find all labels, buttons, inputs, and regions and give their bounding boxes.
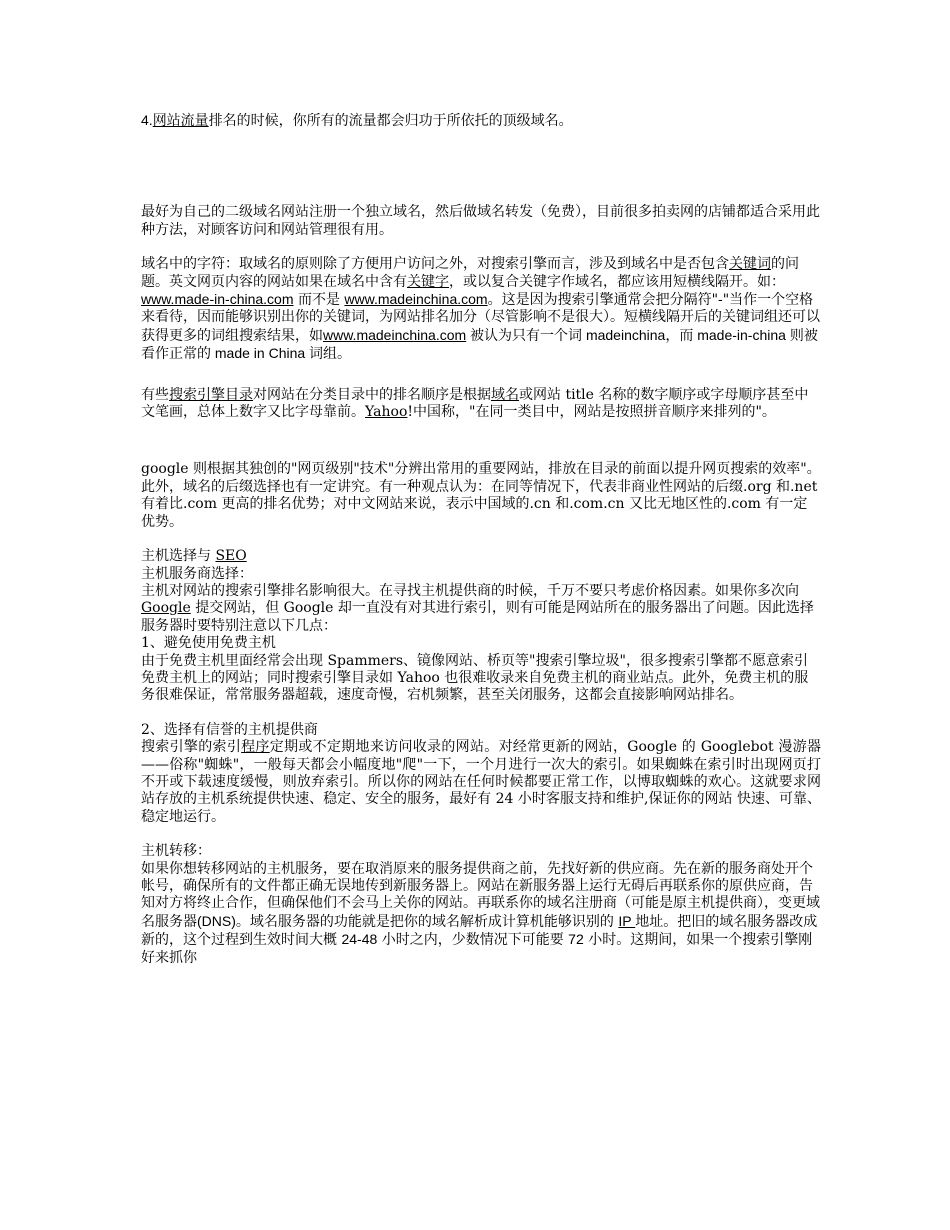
- link-seo[interactable]: SEO: [215, 548, 247, 565]
- paragraph-traffic: [141, 112, 821, 130]
- list-number: 4.: [141, 112, 153, 128]
- paragraph-directory-order: 有些搜索引擎目录对网站在分类目录中的排名顺序是根据域名或网站 title 名称的数字顺序或字母顺序甚至中文笔画，总体上数字又比字母靠前。Yahoo!中国称，"在同一类目中，网站是按照拼音顺序来排列的"。: [141, 386, 809, 421]
- heading-host-selection: 主机选择与 SEO: [141, 548, 247, 565]
- link-google[interactable]: Google: [141, 600, 191, 617]
- link-made-in-china[interactable]: www.made-in-china.com: [141, 291, 294, 308]
- paragraph-google-pagerank: google 则根据其独创的"网页级别"技术"分辨出常用的重要网站，排放在目录的前面以提升网页搜索的效率"。此外，域名的后缀选择也有一定讲究。有一种观点认为：在同等情况下，代表非商业性网站的后缀.org 和.net 有着比.com 更高的排名优势；对中文网站来说，表示中国域的.cn 和.com.cn 又比无地区性的.com 有一定优势。: [141, 461, 821, 530]
- link-program[interactable]: 程序: [241, 739, 270, 756]
- link-domain[interactable]: 域名: [491, 386, 519, 403]
- text: 排名的时候，你所有的流量都会归功于所依托的顶级域名。: [208, 113, 573, 129]
- paragraph-host-impact: 主机对网站的搜索引擎排名影响很大。在寻找主机提供商的时候，千万不要只考虑价格因素。如果你多次向 Google 提交网站，但 Google 却一直没有对其进行索引，则有可能是网站所在的服务器出了问题。因此选择服务器时要特别注意以下几点：: [141, 582, 814, 634]
- paragraph-domain-characters: 域名中的字符：取域名的原则除了方便用户访问之外，对搜索引擎而言，涉及到域名中是否包含关键词的问题。英文网页内容的网站如果在域名中含有关键字，或以复合关键字作域名，都应该用短横线隔开。如：www.made-in-china.com 而不是 www.madeinchina.com。这是因为搜索引擎通常会把分隔符"-"当作一个空格来看待，因而能够识别出你的关键词，为网站排名加分（尽管影响不是很大）。短横线隔开后的关键词组还可以获得更多的词组搜索结果，如www.madeinchina.com 被认为只有一个词 madeinchina，而 made-in-china 则被看作正常的 made in China 词组。: [141, 256, 820, 362]
- paragraph-crawler: 搜索引擎的索引程序定期或不定期地来访问收录的网站。对经常更新的网站，Google 的 Googlebot 漫游器——俗称"蜘蛛"，一般每天都会小幅度地"爬"一下，一个月进行一次大的索引。如果蜘蛛在索引时出现网页打不开或下载速度缓慢，则放弃索引。所以你的网站在任何时候都要正常工作，以博取蜘蛛的欢心。这就要求网站存放的主机系统提供快速、稳定、安全的服务，最好有 24 小时客服支持和维护,保证你的网站 快速、可靠、稳定地运行。: [141, 739, 822, 825]
- link-madeinchina[interactable]: www.madeinchina.com: [344, 291, 488, 308]
- link-search-directory[interactable]: 搜索引擎目录: [169, 386, 253, 403]
- link-ip[interactable]: IP: [618, 912, 636, 929]
- heading-avoid-free-host: 1、避免使用免费主机: [141, 635, 276, 652]
- link-madeinchina-2[interactable]: www.madeinchina.com: [323, 326, 467, 343]
- link-website-traffic[interactable]: 网站流量: [152, 113, 209, 129]
- link-keyword[interactable]: 关键词: [729, 256, 771, 273]
- paragraph-host-transfer: 如果你想转移网站的主机服务，要在取消原来的服务提供商之前，先找好新的供应商。先在新的服务商处开个帐号，确保所有的文件都正确无误地传到新服务器上。网站在新服务器上运行无碍后再联系你的原供应商，告知对方将终止合作，但确保他们不会马上关你的网站。再联系你的域名注册商（可能是原主机提供商），变更域名服务器(DNS)。域名服务器的功能就是把你的域名解析成计算机能够识别的 IP 地址。把旧的域名服务器改成新的，这个过程到生效时间大概 24-48 小时之内，少数情况下可能要 72 小时。这期间，如果一个搜索引擎刚好来抓你: [141, 860, 820, 966]
- heading-reputable-host: 2、选择有信誉的主机提供商: [141, 721, 318, 738]
- heading-host-provider: 主机服务商选择：: [141, 565, 253, 582]
- heading-host-transfer: 主机转移：: [141, 843, 211, 860]
- link-keyword-2[interactable]: 关键字: [407, 273, 449, 290]
- link-yahoo[interactable]: Yahoo: [365, 404, 408, 421]
- paragraph-subdomain: 最好为自己的二级域名网站注册一个独立域名，然后做域名转发（免费），目前很多拍卖网的店铺都适合采用此种方法，对顾客访问和网站管理很有用。: [141, 204, 820, 238]
- document-page: [141, 112, 821, 967]
- paragraph-free-host: 由于免费主机里面经常会出现 Spammers、镜像网站、桥页等"搜索引擎垃圾"，很多搜索引擎都不愿意索引免费主机上的网站；同时搜索引擎目录如 Yahoo 也很难收录来自免费主机的商业站点。此外，免费主机的服务很难保证，常常服务器超载，速度奇慢，宕机频繁，甚至关闭服务，这都会直接影响网站排名。: [141, 652, 809, 704]
